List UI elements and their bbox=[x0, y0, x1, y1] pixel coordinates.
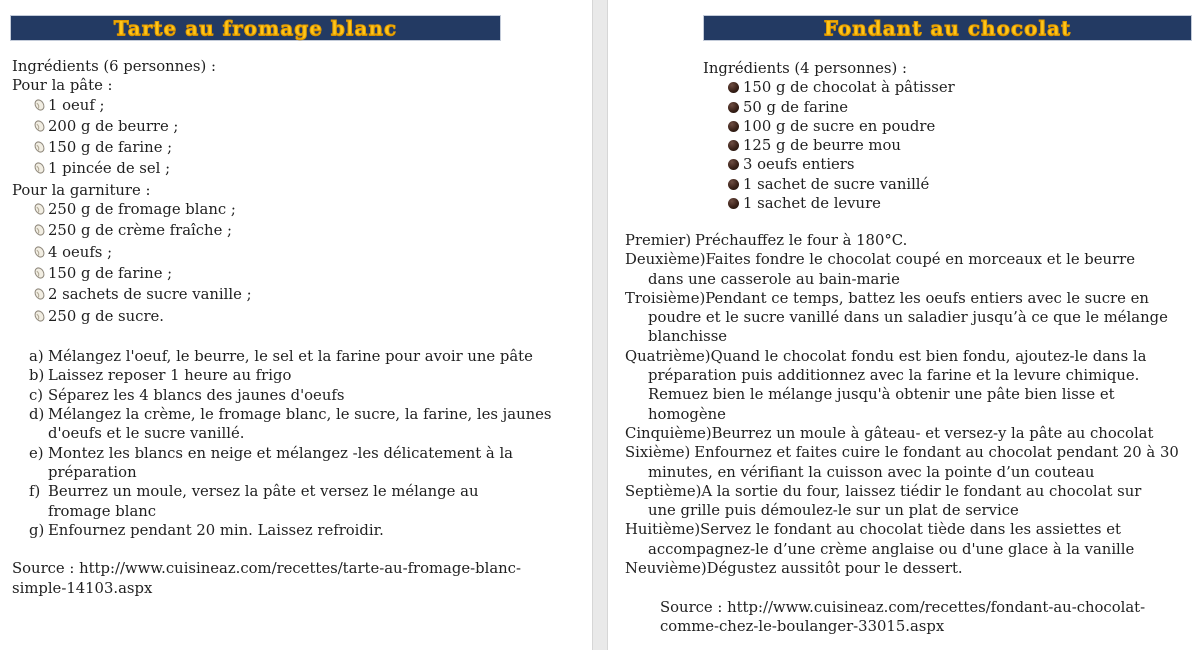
section-heading: Pour la pâte : bbox=[12, 77, 113, 95]
step-continuation: d'oeufs et le sucre vanillé. bbox=[48, 425, 245, 443]
step-row bbox=[625, 482, 1200, 501]
ingredients-intro: Ingrédients (4 personnes) : bbox=[703, 60, 907, 77]
chocolate-truffle-icon bbox=[728, 82, 739, 93]
step-text: Faites fondre le chocolat coupé en morceaux et le beurre bbox=[705, 251, 1135, 269]
recipe-title-left: Tarte au fromage blanc bbox=[113, 16, 398, 40]
step-text: Enfournez pendant 20 min. Laissez refroidir. bbox=[48, 521, 384, 539]
egg-icon bbox=[33, 202, 46, 221]
chocolate-truffle-icon bbox=[728, 198, 739, 209]
step-text: Servez le fondant au chocolat tiède dans les assiettes et bbox=[700, 521, 1121, 539]
step-row bbox=[625, 289, 1200, 308]
step-continuation: dans une casserole au bain-marie bbox=[648, 270, 900, 288]
step-continuation: homogène bbox=[648, 405, 726, 423]
ingredient-item: 2 sachets de sucre vanille ; bbox=[12, 285, 584, 306]
step-label: f) bbox=[29, 483, 41, 501]
ingredient-item: 150 g de chocolat à pâtisser bbox=[703, 78, 1200, 97]
step-continuation: minutes, en vérifiant la cuisson avec la pointe d’un couteau bbox=[648, 463, 1095, 481]
step-row bbox=[12, 405, 584, 424]
step-label: Deuxième) bbox=[625, 251, 706, 269]
step-label: Cinquième) bbox=[625, 424, 712, 442]
step-label: b) bbox=[29, 367, 45, 385]
egg-icon bbox=[33, 119, 46, 138]
ingredients-intro: Ingrédients (6 personnes) : bbox=[12, 58, 216, 75]
step-text: Mélangez l'oeuf, le beurre, le sel et la farine pour avoir une pâte bbox=[48, 348, 533, 366]
step-text: Séparez les 4 blancs des jaunes d'oeufs bbox=[48, 386, 345, 404]
ingredient-item: 200 g de beurre ; bbox=[12, 117, 584, 138]
chocolate-truffle-icon bbox=[728, 159, 739, 170]
step-label: Sixième) bbox=[625, 444, 691, 462]
step-continuation: poudre et le sucre vanillé dans un saladier jusqu’à ce que le mélange bbox=[648, 309, 1168, 327]
ingredient-item: 250 g de crème fraîche ; bbox=[12, 221, 584, 242]
source-line: comme-chez-le-boulanger-33015.aspx bbox=[660, 617, 945, 635]
step-row bbox=[12, 482, 584, 501]
ingredient-item: 1 oeuf ; bbox=[12, 96, 584, 117]
source-line: Source : http://www.cuisineaz.com/recettes/tarte-au-fromage-blanc- bbox=[12, 560, 521, 578]
step-label: Septième) bbox=[625, 482, 702, 500]
step-label: Neuvième) bbox=[625, 560, 707, 578]
page-divider bbox=[592, 0, 608, 650]
ingredient-item: 100 g de sucre en poudre bbox=[703, 117, 1200, 136]
ingredient-item: 250 g de sucre. bbox=[12, 307, 584, 328]
step-row bbox=[12, 347, 584, 366]
right-steps-block bbox=[625, 231, 1200, 636]
right-ingredients-block bbox=[703, 59, 1200, 213]
ingredient-item: 1 pincée de sel ; bbox=[12, 159, 584, 180]
ingredient-item: 4 oeufs ; bbox=[12, 243, 584, 264]
egg-icon bbox=[33, 98, 46, 117]
ingredient-item: 1 sachet de sucre vanillé bbox=[703, 175, 1200, 194]
step-label: g) bbox=[29, 521, 45, 539]
egg-icon bbox=[33, 309, 46, 328]
ingredient-item: 3 oeufs entiers bbox=[703, 155, 1200, 174]
step-row bbox=[12, 386, 584, 405]
egg-icon bbox=[33, 266, 46, 285]
step-label: c) bbox=[29, 386, 44, 404]
step-text: Quand le chocolat fondu est bien fondu, ajoutez-le dans la bbox=[710, 347, 1147, 365]
step-row bbox=[12, 521, 584, 540]
ingredient-item: 50 g de farine bbox=[703, 98, 1200, 117]
step-text: Beurrez un moule, versez la pâte et versez le mélange au bbox=[48, 483, 479, 501]
step-continuation: blanchisse bbox=[648, 328, 728, 346]
step-row bbox=[625, 443, 1200, 462]
step-text: A la sortie du four, laissez tiédir le fondant au chocolat sur bbox=[701, 482, 1142, 500]
egg-icon bbox=[33, 287, 46, 306]
step-continuation: préparation bbox=[48, 463, 137, 481]
step-label: Troisième) bbox=[625, 289, 706, 307]
step-continuation: Remuez bien le mélange jusqu'à obtenir une pâte bien lisse et bbox=[648, 386, 1115, 404]
step-label: Premier) bbox=[625, 232, 692, 249]
ingredient-item: 125 g de beurre mou bbox=[703, 136, 1200, 155]
chocolate-truffle-icon bbox=[728, 102, 739, 113]
step-row bbox=[625, 231, 1200, 250]
step-text: Beurrez un moule à gâteau- et versez-y la pâte au chocolat bbox=[711, 424, 1154, 442]
step-continuation: préparation puis additionnez avec la farine et la levure chimique. bbox=[648, 367, 1140, 385]
left-page-body bbox=[12, 57, 584, 598]
step-row bbox=[625, 424, 1200, 443]
section-heading: Pour la garniture : bbox=[12, 181, 151, 199]
step-label: e) bbox=[29, 444, 44, 462]
step-label: d) bbox=[29, 406, 45, 424]
step-label: Huitième) bbox=[625, 521, 701, 539]
step-row bbox=[625, 520, 1200, 539]
recipe-title-bar-left bbox=[10, 15, 501, 41]
chocolate-truffle-icon bbox=[728, 140, 739, 151]
step-text: Mélangez la crème, le fromage blanc, le sucre, la farine, les jaunes bbox=[48, 406, 552, 424]
ingredient-item: 150 g de farine ; bbox=[12, 264, 584, 285]
ingredient-item: 150 g de farine ; bbox=[12, 138, 584, 159]
ingredient-item: 1 sachet de levure bbox=[703, 194, 1200, 213]
recipe-title-right: Fondant au chocolat bbox=[823, 16, 1072, 40]
step-text: Dégustez aussitôt pour le dessert. bbox=[706, 560, 963, 578]
source-line: simple-14103.aspx bbox=[12, 579, 153, 597]
egg-icon bbox=[33, 223, 46, 242]
page-right bbox=[608, 0, 1200, 650]
egg-icon bbox=[33, 245, 46, 264]
egg-icon bbox=[33, 140, 46, 159]
source-line: Source : http://www.cuisineaz.com/recettes/fondant-au-chocolat- bbox=[660, 598, 1146, 616]
step-row bbox=[625, 347, 1200, 366]
step-continuation: accompagnez-le d’une crème anglaise ou d'une glace à la vanille bbox=[648, 540, 1135, 558]
step-text: Laissez reposer 1 heure au frigo bbox=[48, 367, 292, 385]
step-text: Préchauffez le four à 180°C. bbox=[695, 232, 908, 249]
step-text: Pendant ce temps, battez les oeufs entiers avec le sucre en bbox=[705, 289, 1149, 307]
chocolate-truffle-icon bbox=[728, 121, 739, 132]
chocolate-truffle-icon bbox=[728, 179, 739, 190]
step-continuation: fromage blanc bbox=[48, 502, 157, 520]
step-label: Quatrième) bbox=[625, 347, 711, 365]
recipe-title-bar-right bbox=[703, 15, 1192, 41]
step-label: a) bbox=[29, 348, 44, 366]
step-continuation: une grille puis démoulez-le sur un plat de service bbox=[648, 502, 1019, 520]
step-row bbox=[12, 366, 584, 385]
ingredient-item: 250 g de fromage blanc ; bbox=[12, 200, 584, 221]
step-text: Enfournez et faites cuire le fondant au chocolat pendant 20 à 30 bbox=[694, 444, 1179, 462]
step-row bbox=[625, 250, 1200, 269]
egg-icon bbox=[33, 161, 46, 180]
step-text: Montez les blancs en neige et mélangez -les délicatement à la bbox=[48, 444, 514, 462]
page-left bbox=[0, 0, 592, 650]
step-row bbox=[12, 444, 584, 463]
step-row bbox=[625, 559, 1200, 578]
